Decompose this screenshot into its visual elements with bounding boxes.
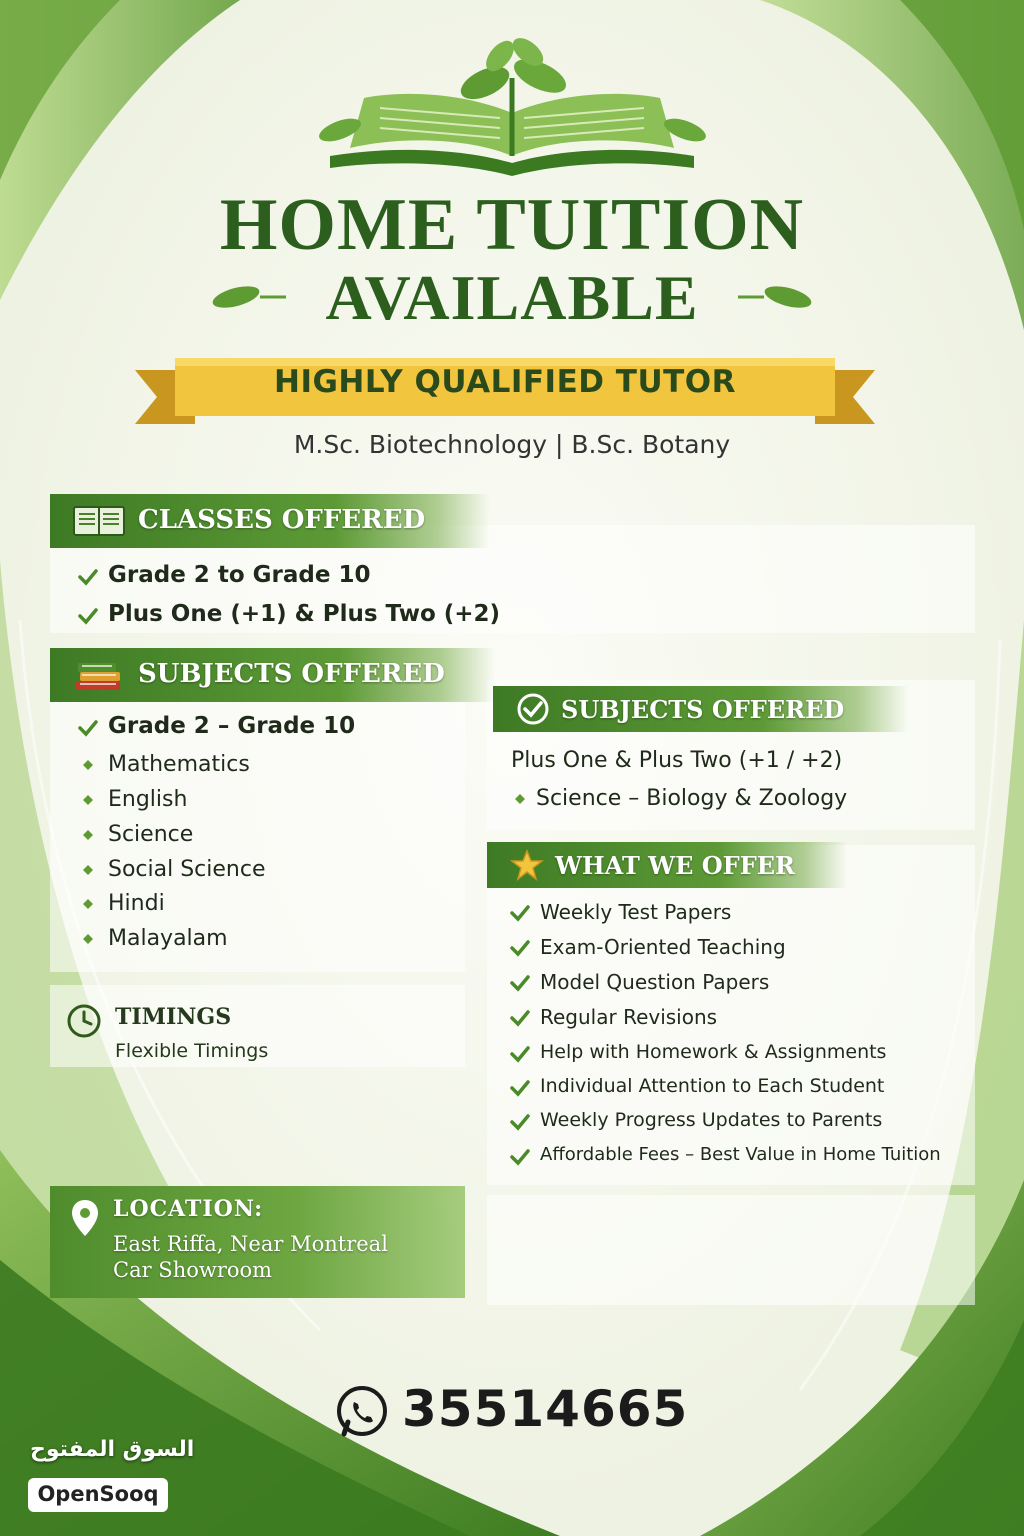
- check-icon: [510, 938, 530, 958]
- books-stack-icon: [72, 657, 126, 693]
- location-heading: LOCATION:: [113, 1196, 264, 1222]
- check-icon: [510, 1147, 530, 1167]
- check-icon: [78, 718, 98, 738]
- offers-heading: WHAT WE OFFER: [555, 851, 795, 880]
- diamond-bullet-icon: [510, 789, 530, 809]
- diamond-bullet-icon: [78, 825, 98, 845]
- star-icon: [507, 848, 547, 882]
- opensooq-brand: OpenSooq: [37, 1482, 159, 1506]
- diamond-bullet-icon: [78, 929, 98, 949]
- location-line-1: East Riffa, Near Montreal: [113, 1232, 388, 1256]
- subjects-left-heading: SUBJECTS OFFERED: [138, 659, 445, 689]
- book-icon: [72, 503, 126, 539]
- diamond-bullet-icon: [78, 894, 98, 914]
- diamond-bullet-icon: [78, 860, 98, 880]
- diamond-bullet-icon: [78, 755, 98, 775]
- check-icon: [510, 973, 530, 993]
- title-line-2: AVAILABLE: [325, 262, 699, 333]
- whatsapp-icon: [334, 1384, 390, 1440]
- check-icon: [78, 567, 98, 587]
- location-line-2: Car Showroom: [113, 1258, 273, 1282]
- phone-number[interactable]: 35514665: [402, 1380, 689, 1438]
- clock-icon: [66, 1003, 102, 1039]
- offers-header: [487, 842, 847, 888]
- subjects-left-header: [50, 648, 495, 702]
- poster: HOME TUITION AVAILABLE HIGHLY QUALIFIED TUTOR M.Sc. Biotechnology | B.Sc. Botany CLASSES OFFERED Grade 2 to Grade 10 Plus One (+1) & Plus Two (+2) SUBJECTS OFFERED Grade 2 – Grade 10 Mathematics English Science Social Science Hindi Malayalam SUBJECTS OFFERED Plus One & Plus Two (+1 / +2) Science – Biology & Zoology WHAT WE OFFER Weekly Test Papers Exam-Oriented Teaching Model Question Papers Regular Revisions Help with Homework & Assignments Individual Attention to Each Student Weekly Progress Updates to Parents Affordable Fees – Best Value in Home Tuition TIMINGS Flexible Timings LOCATION: East Riffa, Near Montreal Car Showroom 35514665 السوق المفتوح OpenSooq: [0, 0, 1024, 1536]
- check-icon: [78, 606, 98, 626]
- check-circle-icon: [513, 692, 553, 726]
- check-icon: [510, 1008, 530, 1028]
- check-icon: [510, 1044, 530, 1064]
- location-pin-icon: [70, 1198, 100, 1238]
- title-line-1: HOME TUITION: [219, 184, 805, 266]
- check-icon: [510, 1112, 530, 1132]
- leaf-decoration-right: [736, 282, 816, 312]
- blank-panel: [487, 1195, 975, 1305]
- classes-header: [50, 494, 490, 548]
- opensooq-arabic-logo: السوق المفتوح: [30, 1437, 195, 1462]
- timings-heading: TIMINGS: [115, 1004, 232, 1030]
- check-icon: [510, 1078, 530, 1098]
- subjects-right-header: [493, 686, 908, 732]
- banner-text: HIGHLY QUALIFIED TUTOR: [274, 364, 736, 400]
- subjects-right-heading: SUBJECTS OFFERED: [561, 695, 845, 724]
- diamond-bullet-icon: [78, 790, 98, 810]
- classes-heading: CLASSES OFFERED: [138, 505, 426, 535]
- open-book-logo: [300, 38, 724, 188]
- timings-value: Flexible Timings: [115, 1040, 269, 1062]
- check-icon: [510, 903, 530, 923]
- qualifications: M.Sc. Biotechnology | B.Sc. Botany: [293, 430, 731, 459]
